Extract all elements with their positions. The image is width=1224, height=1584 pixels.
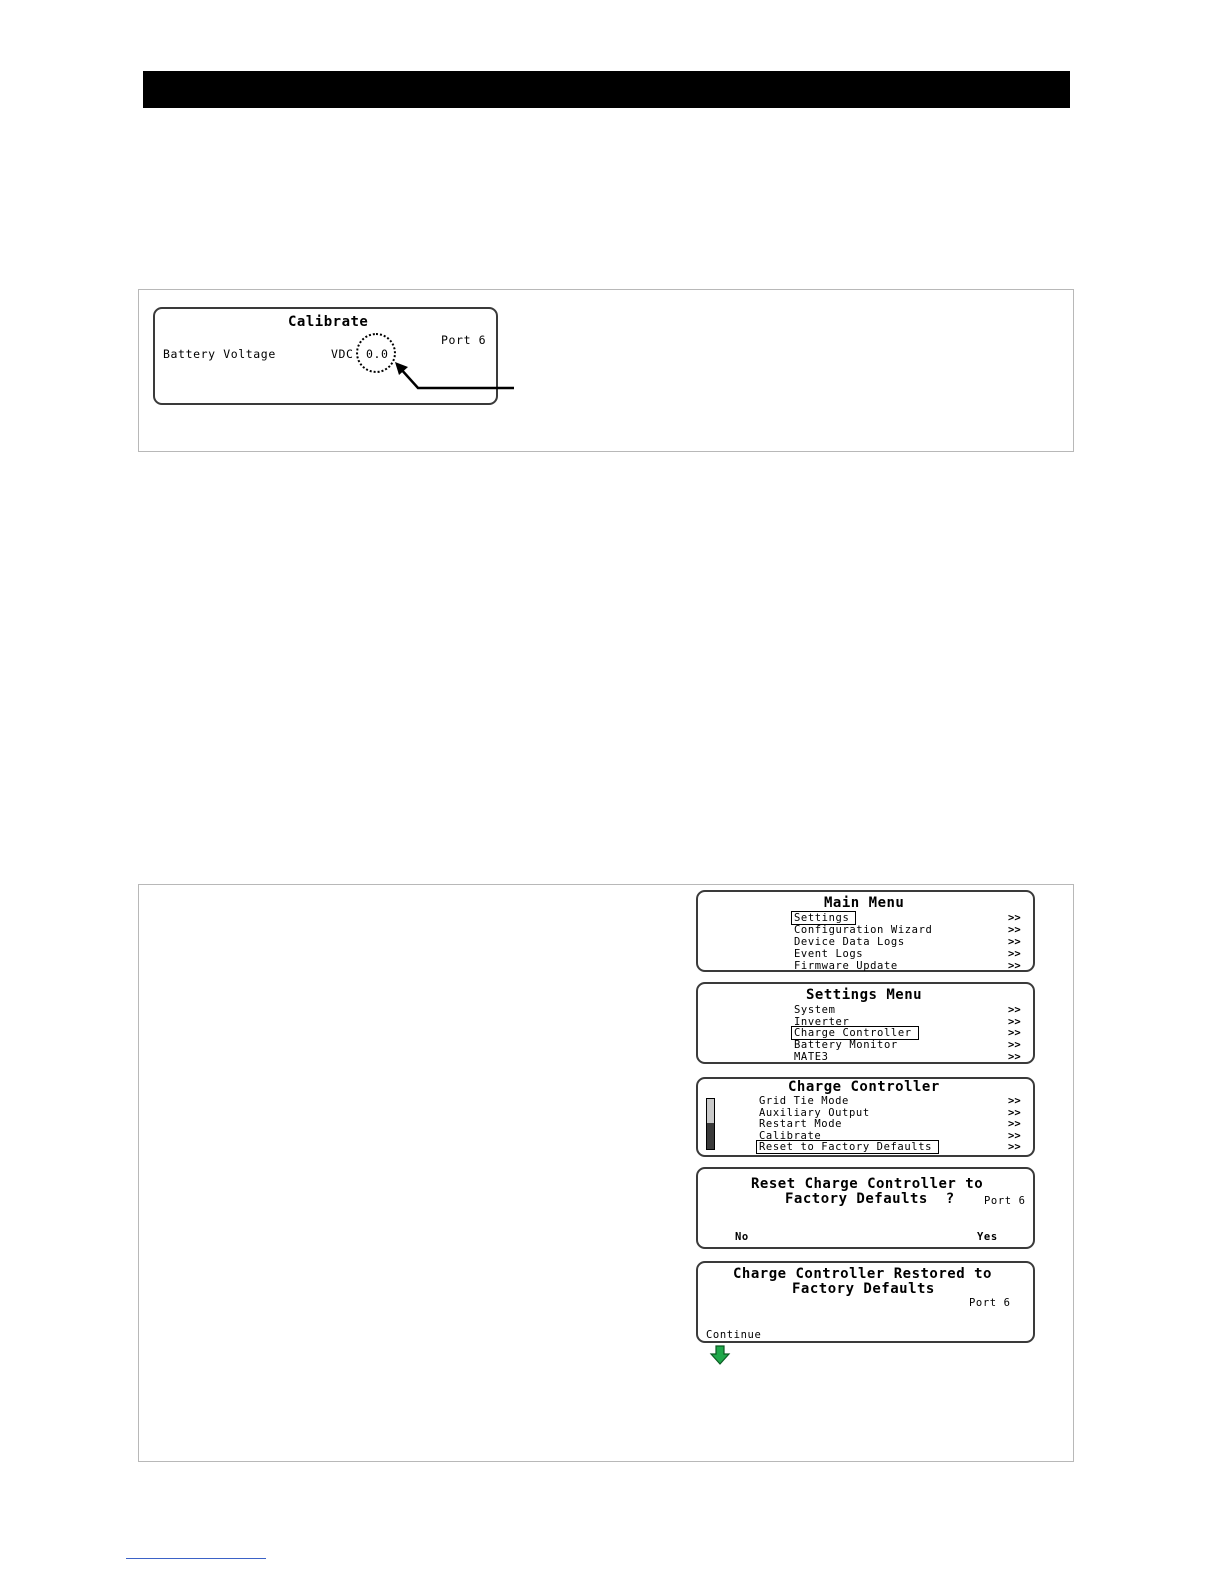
menu-item-battery-monitor[interactable]: Battery Monitor <box>794 1039 898 1051</box>
submenu-arrow: >> <box>1008 936 1021 948</box>
menu-item-reset-to-factory-defaults[interactable]: Reset to Factory Defaults <box>757 1141 938 1153</box>
submenu-arrow: >> <box>1008 1107 1021 1119</box>
down-arrow-icon <box>709 1345 731 1365</box>
menu-item-charge-controller[interactable]: Charge Controller <box>792 1027 918 1039</box>
menu-item-firmware-update[interactable]: Firmware Update <box>794 960 898 972</box>
menu-item-settings[interactable]: Settings <box>792 912 855 924</box>
yes-button[interactable]: Yes <box>977 1231 998 1243</box>
menu-item-inverter[interactable]: Inverter <box>794 1016 850 1028</box>
vdc-unit-label: VDC <box>331 347 354 361</box>
submenu-arrow: >> <box>1008 1118 1021 1130</box>
submenu-arrow: >> <box>1008 1027 1021 1039</box>
charge-controller-menu-screen <box>696 1077 1035 1157</box>
menu-item-event-logs[interactable]: Event Logs <box>794 948 864 960</box>
submenu-arrow: >> <box>1008 1095 1021 1107</box>
charge-controller-title: Charge Controller <box>788 1079 940 1095</box>
settings-menu-title: Settings Menu <box>806 987 923 1003</box>
submenu-arrow: >> <box>1008 1039 1021 1051</box>
settings-menu-screen <box>696 982 1035 1064</box>
submenu-arrow: >> <box>1008 948 1021 960</box>
submenu-arrow: >> <box>1008 1130 1021 1142</box>
port-label: Port 6 <box>969 1297 1011 1309</box>
submenu-arrow: >> <box>1008 1051 1021 1063</box>
menu-item-mate3[interactable]: MATE3 <box>794 1051 829 1063</box>
submenu-arrow: >> <box>1008 960 1021 972</box>
callout-arrow-icon <box>390 358 515 394</box>
menu-item-grid-tie-mode[interactable]: Grid Tie Mode <box>759 1095 849 1107</box>
submenu-arrow: >> <box>1008 924 1021 936</box>
continue-button[interactable]: Continue <box>706 1329 762 1341</box>
menu-item-auxiliary-output[interactable]: Auxiliary Output <box>759 1107 870 1119</box>
reset-confirm-screen <box>696 1167 1035 1249</box>
battery-voltage-label: Battery Voltage <box>163 347 276 361</box>
menu-item-restart-mode[interactable]: Restart Mode <box>759 1118 843 1130</box>
port-label: Port 6 <box>441 333 487 347</box>
battery-voltage-value[interactable]: 0.0 <box>366 347 389 361</box>
menu-item-configuration-wizard[interactable]: Configuration Wizard <box>794 924 933 936</box>
section-header-bar <box>143 71 1070 108</box>
restored-screen <box>696 1261 1035 1343</box>
reset-confirm-line2: Factory Defaults ? <box>785 1191 955 1207</box>
submenu-arrow: >> <box>1008 1016 1021 1028</box>
submenu-arrow: >> <box>1008 912 1021 924</box>
menu-item-system[interactable]: System <box>794 1004 836 1016</box>
no-button[interactable]: No <box>735 1231 749 1243</box>
reset-confirm-line1: Reset Charge Controller to <box>751 1176 984 1192</box>
restored-line1: Charge Controller Restored to <box>733 1266 992 1282</box>
port-label: Port 6 <box>984 1195 1026 1207</box>
submenu-arrow: >> <box>1008 1004 1021 1016</box>
submenu-arrow: >> <box>1008 1141 1021 1153</box>
main-menu-title: Main Menu <box>824 895 905 911</box>
menu-item-device-data-logs[interactable]: Device Data Logs <box>794 936 905 948</box>
footnote-rule <box>126 1558 266 1559</box>
calibrate-title: Calibrate <box>288 314 369 330</box>
restored-line2: Factory Defaults <box>792 1281 935 1297</box>
menu-item-calibrate[interactable]: Calibrate <box>759 1130 822 1142</box>
menu-scrollbar[interactable] <box>706 1098 715 1150</box>
main-menu-screen <box>696 890 1035 972</box>
